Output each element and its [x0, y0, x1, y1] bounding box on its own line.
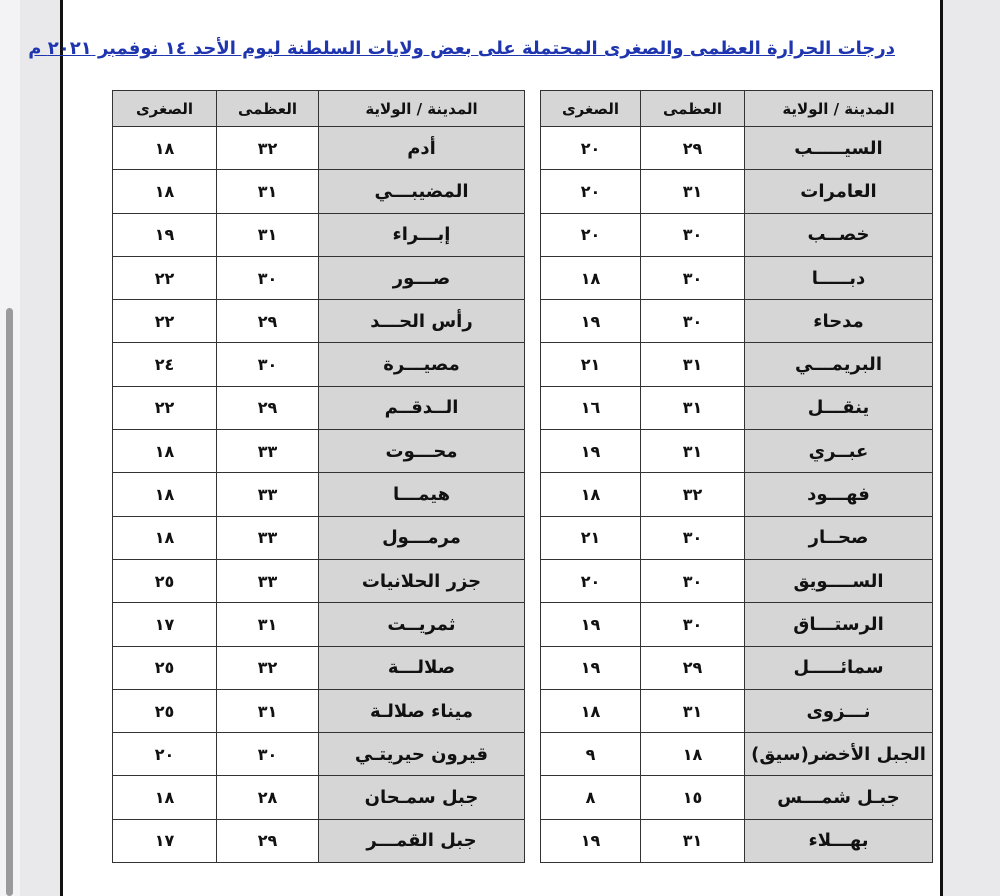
header-min: الصغرى: [113, 91, 217, 127]
header-min: الصغرى: [541, 91, 641, 127]
city-cell: رأس الحـــد: [319, 300, 525, 343]
table-row: [541, 819, 933, 862]
city-cell: قيرون حيريتـي: [319, 733, 525, 776]
table-row: [541, 473, 933, 516]
max-temp-cell: ٢٩: [217, 819, 319, 862]
min-temp-cell: ١٩: [541, 430, 641, 473]
max-temp-cell: ٣١: [641, 386, 745, 429]
max-temp-cell: ٢٩: [217, 386, 319, 429]
min-temp-cell: ١٩: [541, 646, 641, 689]
min-temp-cell: ١٩: [113, 213, 217, 256]
city-cell: جبـل شمـــس: [745, 776, 933, 819]
table-row: [113, 386, 525, 429]
header-city: المدينة / الولاية: [319, 91, 525, 127]
min-temp-cell: ٢٢: [113, 386, 217, 429]
max-temp-cell: ٢٩: [641, 127, 745, 170]
min-temp-cell: ١٨: [113, 516, 217, 559]
table-row: [113, 170, 525, 213]
max-temp-cell: ٣٢: [217, 127, 319, 170]
min-temp-cell: ١٨: [541, 256, 641, 299]
city-cell: الرستـــاق: [745, 603, 933, 646]
city-cell: صحــار: [745, 516, 933, 559]
max-temp-cell: ٣٣: [217, 430, 319, 473]
table-row: [113, 733, 525, 776]
max-temp-cell: ٣٠: [217, 733, 319, 776]
city-cell: الــدقــم: [319, 386, 525, 429]
city-cell: عبــري: [745, 430, 933, 473]
max-temp-cell: ١٨: [641, 733, 745, 776]
city-cell: ميناء صلالـة: [319, 689, 525, 732]
table-header-row: [541, 91, 933, 127]
min-temp-cell: ٢٠: [541, 170, 641, 213]
city-cell: ينقـــل: [745, 386, 933, 429]
city-cell: السيـــــب: [745, 127, 933, 170]
header-city: المدينة / الولاية: [745, 91, 933, 127]
max-temp-cell: ٢٩: [641, 646, 745, 689]
city-cell: إبـــراء: [319, 213, 525, 256]
max-temp-cell: ٢٨: [217, 776, 319, 819]
min-temp-cell: ٢٠: [113, 733, 217, 776]
city-cell: جبل القمـــر: [319, 819, 525, 862]
table-row: [541, 603, 933, 646]
city-cell: فهـــود: [745, 473, 933, 516]
max-temp-cell: ٣٠: [641, 300, 745, 343]
scrollbar-thumb[interactable]: [6, 308, 13, 896]
city-cell: نـــزوى: [745, 689, 933, 732]
max-temp-cell: ١٥: [641, 776, 745, 819]
table-row: [113, 689, 525, 732]
table-row: [113, 213, 525, 256]
table-row: [541, 689, 933, 732]
city-cell: بهـــلاء: [745, 819, 933, 862]
table-row: [541, 646, 933, 689]
min-temp-cell: ٢٤: [113, 343, 217, 386]
table-row: [113, 603, 525, 646]
min-temp-cell: ٢١: [541, 343, 641, 386]
city-cell: الســــويق: [745, 559, 933, 602]
max-temp-cell: ٣١: [641, 819, 745, 862]
max-temp-cell: ٣٣: [217, 559, 319, 602]
city-cell: المضيبـــي: [319, 170, 525, 213]
city-cell: مصيـــرة: [319, 343, 525, 386]
min-temp-cell: ١٩: [541, 819, 641, 862]
document-title: درجات الحرارة العظمى والصغرى المحتملة على بعض ولايات السلطنة ليوم الأحد ١٤ نوفمبر ٢٠٢١ م: [28, 38, 895, 59]
table-row: [113, 819, 525, 862]
table-row: [541, 733, 933, 776]
min-temp-cell: ١٨: [541, 689, 641, 732]
min-temp-cell: ٢٠: [541, 213, 641, 256]
min-temp-cell: ١٩: [541, 300, 641, 343]
max-temp-cell: ٣٠: [641, 213, 745, 256]
min-temp-cell: ١٨: [113, 776, 217, 819]
table-row: [113, 300, 525, 343]
table-row: [541, 170, 933, 213]
max-temp-cell: ٣٠: [641, 603, 745, 646]
table-row: [541, 300, 933, 343]
max-temp-cell: ٣١: [217, 170, 319, 213]
table-row: [541, 559, 933, 602]
max-temp-cell: ٣٠: [217, 343, 319, 386]
table-row: [113, 516, 525, 559]
min-temp-cell: ١٧: [113, 603, 217, 646]
min-temp-cell: ٢٠: [541, 127, 641, 170]
header-max: العظمى: [217, 91, 319, 127]
city-cell: جبل سمـحان: [319, 776, 525, 819]
table-row: [113, 473, 525, 516]
min-temp-cell: ٢٢: [113, 256, 217, 299]
header-max: العظمى: [641, 91, 745, 127]
table-row: [113, 776, 525, 819]
table-row: [541, 776, 933, 819]
table-row: [113, 646, 525, 689]
table-row: [541, 213, 933, 256]
max-temp-cell: ٣١: [641, 689, 745, 732]
max-temp-cell: ٣٠: [641, 516, 745, 559]
max-temp-cell: ٣٢: [641, 473, 745, 516]
table-row: [541, 386, 933, 429]
min-temp-cell: ٢٥: [113, 559, 217, 602]
temperature-table-right: [540, 90, 933, 863]
table-row: [541, 516, 933, 559]
city-cell: خصــب: [745, 213, 933, 256]
city-cell: صـــور: [319, 256, 525, 299]
city-cell: صلالـــة: [319, 646, 525, 689]
table-row: [113, 127, 525, 170]
min-temp-cell: ١٨: [113, 430, 217, 473]
table-row: [541, 343, 933, 386]
table-row: [541, 127, 933, 170]
min-temp-cell: ١٩: [541, 603, 641, 646]
table-row: [113, 559, 525, 602]
city-cell: أدم: [319, 127, 525, 170]
min-temp-cell: ٢٠: [541, 559, 641, 602]
min-temp-cell: ١٨: [113, 127, 217, 170]
city-cell: دبـــــا: [745, 256, 933, 299]
max-temp-cell: ٣١: [217, 689, 319, 732]
table-row: [113, 343, 525, 386]
table-row: [113, 430, 525, 473]
min-temp-cell: ٩: [541, 733, 641, 776]
min-temp-cell: ٢٢: [113, 300, 217, 343]
table-header-row: [113, 91, 525, 127]
max-temp-cell: ٢٩: [217, 300, 319, 343]
city-cell: مرمـــول: [319, 516, 525, 559]
min-temp-cell: ١٨: [113, 473, 217, 516]
min-temp-cell: ١٨: [113, 170, 217, 213]
max-temp-cell: ٣٠: [641, 559, 745, 602]
temperature-table-left: [112, 90, 525, 863]
max-temp-cell: ٣١: [641, 430, 745, 473]
min-temp-cell: ٢١: [541, 516, 641, 559]
max-temp-cell: ٣٠: [641, 256, 745, 299]
city-cell: جزر الحلانيات: [319, 559, 525, 602]
city-cell: سمائـــــل: [745, 646, 933, 689]
max-temp-cell: ٣١: [217, 603, 319, 646]
city-cell: البريمـــي: [745, 343, 933, 386]
max-temp-cell: ٣١: [641, 170, 745, 213]
table-row: [113, 256, 525, 299]
city-cell: الجبل الأخضر(سيق): [745, 733, 933, 776]
max-temp-cell: ٣٣: [217, 473, 319, 516]
max-temp-cell: ٣١: [641, 343, 745, 386]
max-temp-cell: ٣٢: [217, 646, 319, 689]
max-temp-cell: ٣٣: [217, 516, 319, 559]
min-temp-cell: ٨: [541, 776, 641, 819]
min-temp-cell: ٢٥: [113, 646, 217, 689]
table-row: [541, 430, 933, 473]
max-temp-cell: ٣١: [217, 213, 319, 256]
scrollbar-track[interactable]: [0, 0, 20, 896]
min-temp-cell: ١٨: [541, 473, 641, 516]
city-cell: مدحاء: [745, 300, 933, 343]
min-temp-cell: ١٦: [541, 386, 641, 429]
min-temp-cell: ٢٥: [113, 689, 217, 732]
max-temp-cell: ٣٠: [217, 256, 319, 299]
city-cell: هيمـــا: [319, 473, 525, 516]
table-row: [541, 256, 933, 299]
city-cell: ثمريــت: [319, 603, 525, 646]
min-temp-cell: ١٧: [113, 819, 217, 862]
city-cell: العامرات: [745, 170, 933, 213]
city-cell: محـــوت: [319, 430, 525, 473]
